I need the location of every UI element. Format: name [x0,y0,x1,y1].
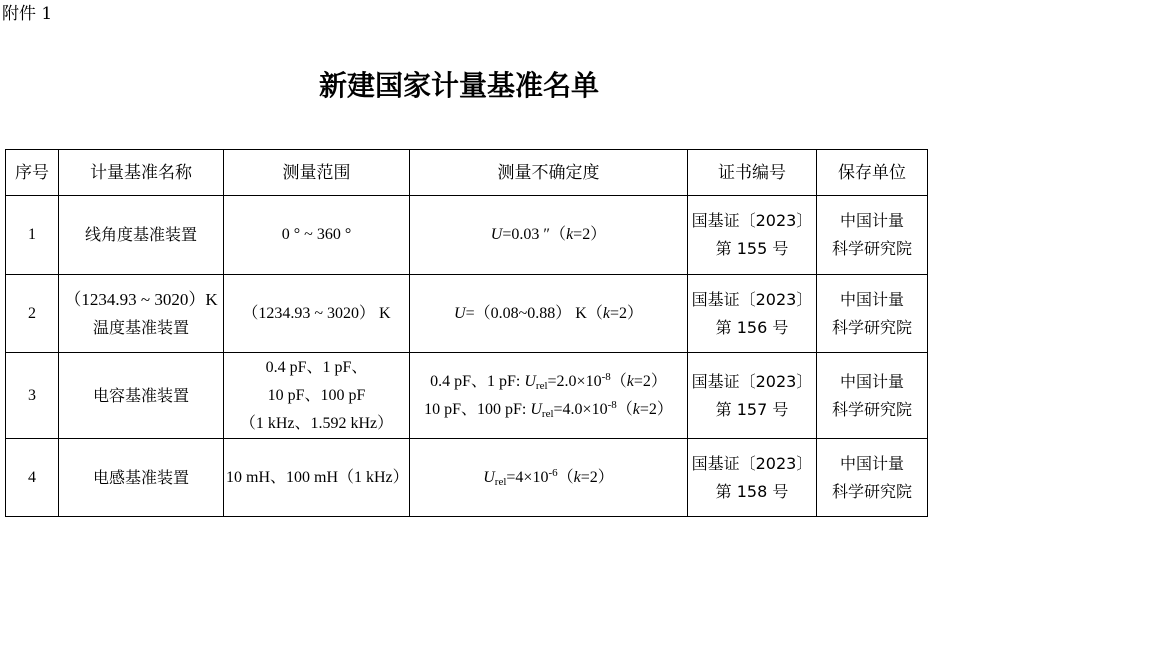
table-header-row [6,150,928,196]
institution-line-1: 中国计量 [839,289,904,309]
table-row [6,196,928,275]
uncertainty-value: =0.03 ″（ [502,226,567,243]
institution-line-1: 中国计量 [839,453,904,473]
institution [817,196,928,275]
header-index: 序号 [6,150,59,196]
measurement-range: （1234.93 ~ 3020） K [224,275,410,353]
attachment-label: 附件 1 [2,4,53,24]
uncertainty-line-1 [412,368,685,396]
measurement-range-line-3: （1 kHz、1.592 kHz） [239,414,394,432]
uncertainty [410,275,688,353]
uncertainty-value: =2.0×10 [547,372,602,390]
institution [817,353,928,439]
coverage-factor-open: （ [610,372,627,390]
certificate-number [688,275,817,353]
uncertainty-subscript: rel [535,379,548,392]
uncertainty-symbol: U [530,400,542,418]
row-index: 2 [6,275,59,353]
uncertainty-prefix: 10 pF、100 pF: [424,400,531,418]
uncertainty-value: =4×10 [506,468,549,486]
uncertainty-value: =4.0×10 [553,400,608,418]
certificate-serial: 第 157 号 [715,399,789,419]
header-certificate-number: 证书编号 [688,150,817,196]
uncertainty-exponent: -6 [548,466,558,479]
certificate-prefix: 国基证〔2023〕 [691,453,813,473]
uncertainty-symbol: U [454,304,466,322]
row-index: 1 [6,196,59,275]
uncertainty-exponent: -8 [601,370,611,383]
uncertainty-value: =（0.08~0.88） K（ [465,304,603,322]
certificate-number [688,439,817,517]
uncertainty-symbol: U [490,226,503,243]
coverage-factor-symbol: k [566,226,574,243]
uncertainty-symbol: U [483,468,495,486]
measurement-range-line-2: 10 pF、100 pF [267,386,366,404]
uncertainty-line-2 [412,396,685,424]
coverage-factor-symbol: k [573,468,581,486]
coverage-factor-value: =2） [609,304,643,322]
standard-name-label: 温度基准装置 [92,317,189,337]
certificate-serial: 第 155 号 [715,239,789,258]
table-row [6,275,928,353]
row-index: 3 [6,353,59,439]
standard-name: 电容基准装置 [59,353,224,439]
institution-line-2: 科学研究院 [831,239,912,258]
coverage-factor-open: （ [557,468,574,486]
measurement-range: 10 mH、100 mH（1 kHz） [224,439,410,517]
uncertainty [410,439,688,517]
uncertainty-subscript: rel [541,407,554,420]
coverage-factor-value: =2） [580,468,614,486]
header-institution: 保存单位 [817,150,928,196]
certificate-number [688,196,817,275]
uncertainty-exponent: -8 [607,398,617,411]
standard-name: 线角度基准装置 [59,196,224,275]
uncertainty-prefix: 0.4 pF、1 pF: [430,372,525,390]
table-row [6,353,928,439]
header-standard-name: 计量基准名称 [59,150,224,196]
coverage-factor-value: =2） [573,226,607,243]
certificate-prefix: 国基证〔2023〕 [691,289,813,309]
coverage-factor-symbol: k [602,304,610,322]
coverage-factor-value: =2） [639,400,673,418]
measurement-range: 0 ° ~ 360 ° [224,196,410,275]
coverage-factor-open: （ [616,400,633,418]
uncertainty [410,196,688,275]
certificate-prefix: 国基证〔2023〕 [691,211,813,230]
metrology-standards-table [5,149,928,517]
standard-name [59,275,224,353]
coverage-factor-symbol: k [632,400,640,418]
institution-line-2: 科学研究院 [831,481,912,501]
certificate-serial: 第 158 号 [715,481,789,501]
table-row [6,439,928,517]
measurement-range [224,353,410,439]
header-measurement-range: 测量范围 [224,150,410,196]
header-uncertainty: 测量不确定度 [410,150,688,196]
certificate-number [688,353,817,439]
measurement-range-line-1: 0.4 pF、1 pF、 [265,358,368,376]
institution-line-1: 中国计量 [839,211,904,230]
uncertainty-subscript: rel [494,475,507,488]
uncertainty-symbol: U [524,372,536,390]
coverage-factor-symbol: k [626,372,634,390]
uncertainty [410,353,688,439]
certificate-serial: 第 156 号 [715,317,789,337]
institution [817,439,928,517]
institution-line-2: 科学研究院 [831,399,912,419]
standard-name: 电感基准装置 [59,439,224,517]
institution [817,275,928,353]
standard-name-range: （1234.93 ~ 3020）K [64,289,218,309]
coverage-factor-value: =2） [633,372,667,390]
row-index: 4 [6,439,59,517]
institution-line-1: 中国计量 [839,371,904,391]
page-title: 新建国家计量基准名单 [319,69,600,102]
certificate-prefix: 国基证〔2023〕 [691,371,813,391]
institution-line-2: 科学研究院 [831,317,912,337]
